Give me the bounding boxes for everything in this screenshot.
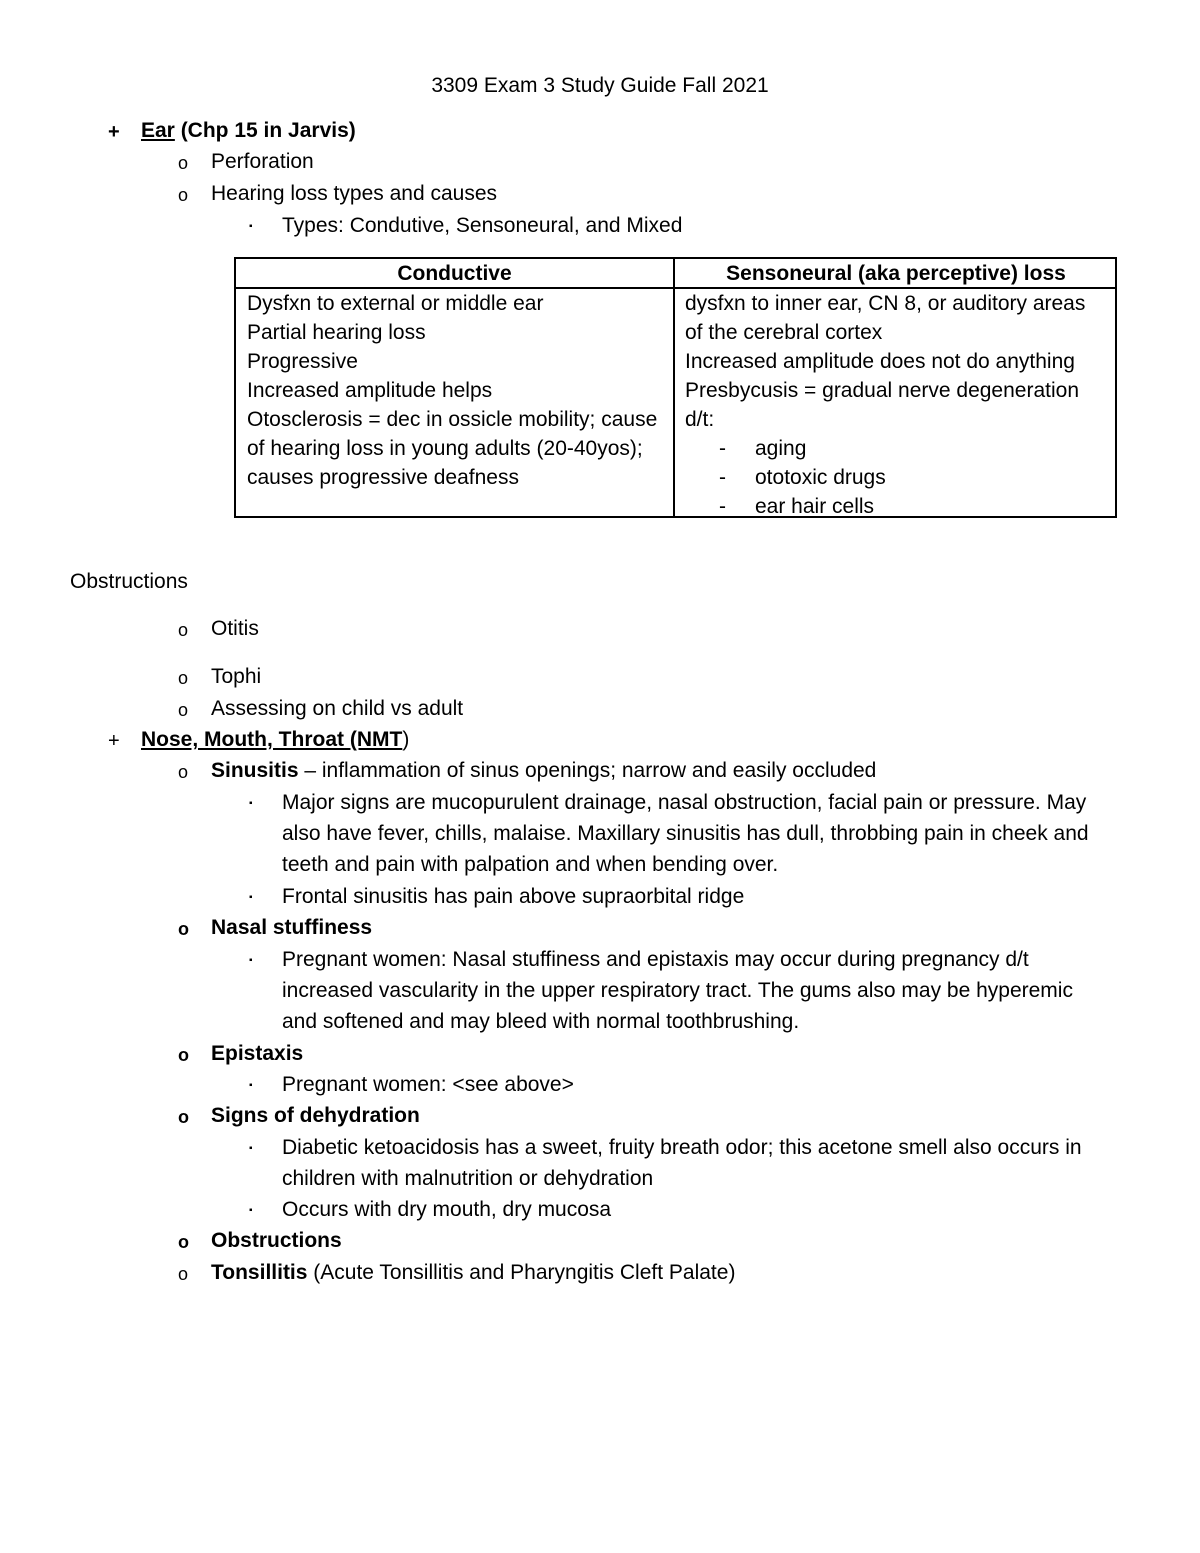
circle-bullet: o	[178, 1107, 189, 1127]
table-header-conductive: Conductive	[397, 262, 512, 285]
list-item: Frontal sinusitis has pain above supraorbital ridge	[282, 885, 745, 908]
table-line: Dysfxn to external or middle ear	[247, 292, 544, 315]
circle-bullet: o	[178, 919, 189, 939]
list-item: Pregnant women: Nasal stuffiness and epistaxis may occur during pregnancy d/t	[282, 948, 1029, 971]
table-line: causes progressive deafness	[247, 466, 519, 489]
list-item-cont: teeth and pain with palpation and when bending over.	[282, 853, 779, 876]
dash-bullet: -	[719, 495, 726, 518]
table-cell-conductive	[247, 289, 657, 492]
circle-bullet: o	[178, 1232, 189, 1252]
list-item: Perforation	[211, 150, 314, 173]
ear-heading	[141, 115, 356, 146]
dehydration-item	[211, 1100, 420, 1131]
list-item: Types: Condutive, Sensoneural, and Mixed	[282, 214, 683, 237]
table-line: of the cerebral cortex	[685, 321, 883, 344]
dehydration-label: Signs of dehydration	[211, 1104, 420, 1127]
table-line: of hearing loss in young adults (20-40yos);	[247, 437, 643, 460]
list-item: Occurs with dry mouth, dry mucosa	[282, 1198, 612, 1221]
tonsillitis-desc: (Acute Tonsillitis and Pharyngitis Cleft Palate)	[307, 1261, 736, 1284]
ear-heading-rest: (Chp 15 in Jarvis)	[174, 119, 356, 142]
nasal-label: Nasal stuffiness	[211, 916, 373, 939]
circle-bullet: o	[178, 668, 189, 688]
epistaxis-item	[211, 1038, 303, 1069]
table-cell-sensoneural	[685, 289, 1085, 521]
circle-bullet: o	[178, 1045, 189, 1065]
circle-bullet: o	[178, 1264, 189, 1284]
circle-bullet: o	[178, 762, 189, 782]
nasal-stuffiness-item	[211, 912, 372, 943]
list-item-cont: increased vascularity in the upper respiratory tract. The gums also may be hyperemic	[282, 979, 1073, 1002]
plus-bullet: +	[108, 730, 120, 752]
circle-bullet: o	[178, 700, 189, 720]
table-dash-item	[685, 492, 1085, 521]
table-dash-item	[685, 434, 1085, 463]
dash-bullet: -	[719, 437, 726, 460]
nmt-heading	[141, 724, 409, 755]
table-line: d/t:	[685, 408, 715, 431]
square-bullet: ▪	[249, 1143, 253, 1154]
table-header-sensoneural: Sensoneural (aka perceptive) loss	[726, 262, 1066, 285]
dash-bullet: -	[719, 466, 726, 489]
sinusitis-label: Sinusitis	[211, 759, 299, 782]
table-dash-item	[685, 463, 1085, 492]
obstructions-heading: Obstructions	[70, 570, 188, 593]
list-item: Assessing on child vs adult	[211, 697, 464, 720]
sinusitis-desc: – inflammation of sinus openings; narrow and easily occluded	[298, 759, 877, 782]
square-bullet: ▪	[249, 221, 253, 232]
sinusitis-item	[211, 755, 876, 786]
circle-bullet: o	[178, 153, 189, 173]
plus-bullet: +	[108, 121, 120, 143]
nmt-heading-rest: )	[402, 728, 410, 751]
list-item: Major signs are mucopurulent drainage, nasal obstruction, facial pain or pressure. May	[282, 791, 1087, 814]
list-item: Hearing loss types and causes	[211, 182, 497, 205]
tonsillitis-item	[211, 1257, 735, 1288]
list-item: Otitis	[211, 617, 259, 640]
list-item-cont: and softened and may bleed with normal toothbrushing.	[282, 1010, 800, 1033]
tonsillitis-label: Tonsillitis	[211, 1261, 308, 1284]
list-item: Diabetic ketoacidosis has a sweet, fruity breath odor; this acetone smell also occurs in	[282, 1136, 1082, 1159]
table-line: Increased amplitude does not do anything	[685, 350, 1075, 373]
table-line: Otosclerosis = dec in ossicle mobility; cause	[247, 408, 658, 431]
list-item: Pregnant women: <see above>	[282, 1073, 574, 1096]
epistaxis-label: Epistaxis	[211, 1042, 304, 1065]
dash-item-text: aging	[755, 437, 807, 460]
dash-item-text: ototoxic drugs	[755, 466, 886, 489]
table-line: Increased amplitude helps	[247, 379, 493, 402]
circle-bullet: o	[178, 620, 189, 640]
nmt-heading-label: Nose, Mouth, Throat (NMT	[141, 728, 403, 751]
list-item-cont: also have fever, chills, malaise. Maxillary sinusitis has dull, throbbing pain in cheek and	[282, 822, 1089, 845]
square-bullet: ▪	[249, 1205, 253, 1216]
square-bullet: ▪	[249, 892, 253, 903]
table-line: Presbycusis = gradual nerve degeneration	[685, 379, 1079, 402]
circle-bullet: o	[178, 185, 189, 205]
obstructions-item	[211, 1225, 342, 1256]
list-item: Tophi	[211, 665, 262, 688]
dash-item-text: ear hair cells	[755, 495, 875, 518]
table-divider	[673, 259, 675, 516]
table-line: dysfxn to inner ear, CN 8, or auditory areas	[685, 292, 1086, 315]
hearing-loss-table	[234, 257, 1117, 518]
square-bullet: ▪	[249, 955, 253, 966]
page-title: 3309 Exam 3 Study Guide Fall 2021	[431, 74, 769, 97]
obstructions-label: Obstructions	[211, 1229, 342, 1252]
table-line: Partial hearing loss	[247, 321, 426, 344]
square-bullet: ▪	[249, 1080, 253, 1091]
ear-heading-label: Ear	[141, 119, 175, 142]
square-bullet: ▪	[249, 798, 253, 809]
table-line: Progressive	[247, 350, 358, 373]
list-item-cont: children with malnutrition or dehydration	[282, 1167, 654, 1190]
